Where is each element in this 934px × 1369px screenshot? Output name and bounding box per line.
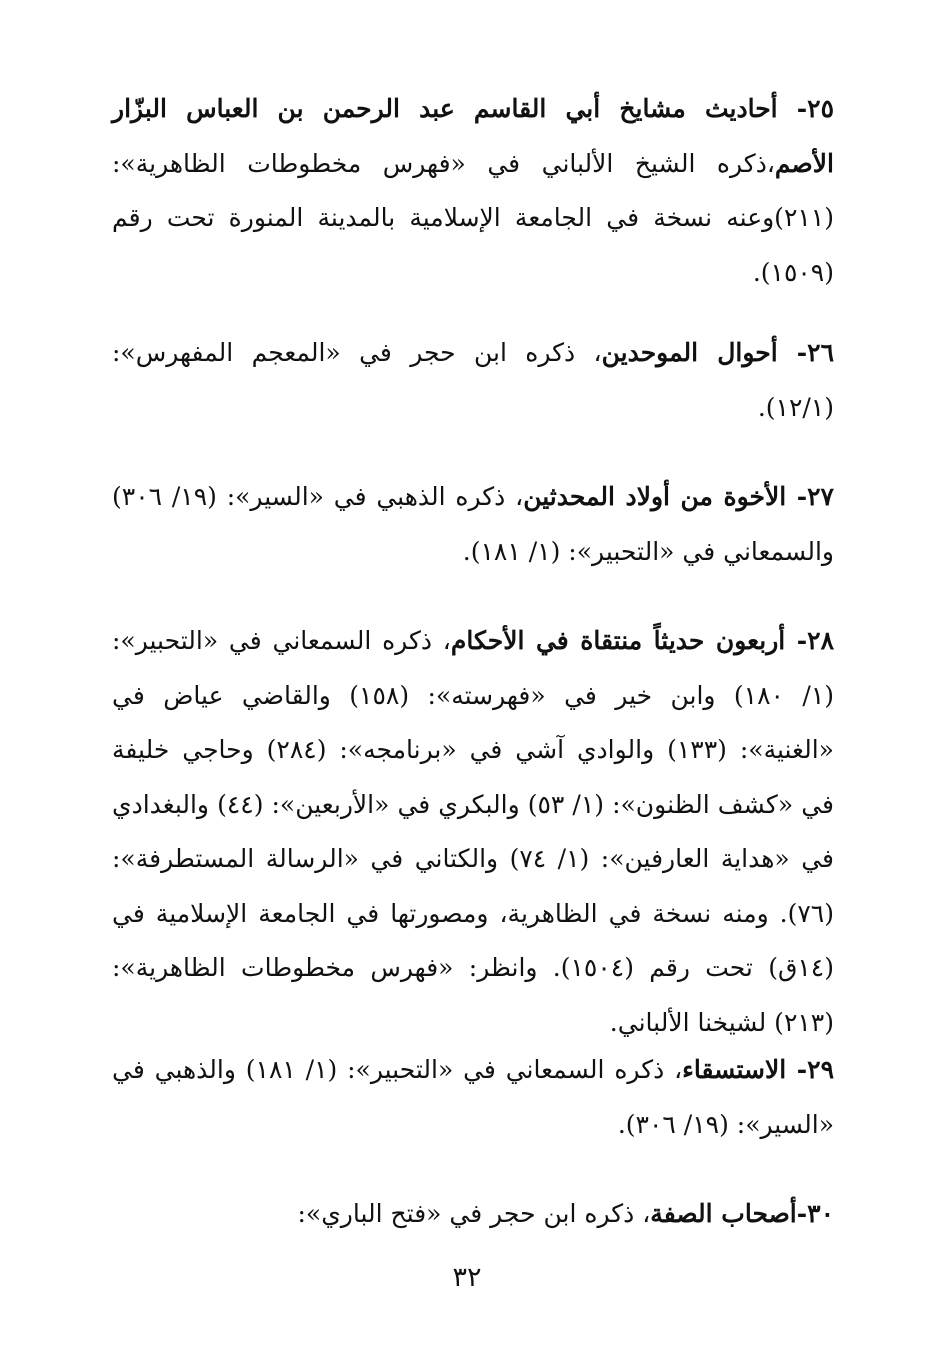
entry-body: ، ذكره الذهبي في «السير»: (١٩/ ٣٠٦) والسمعاني في «التحبير»: (١/ ١٨١). — [112, 482, 834, 566]
entry-30 — [112, 1187, 834, 1242]
page-number: ٣٢ — [452, 1262, 482, 1293]
entry-body: ، ذكره ابن حجر في «المعجم المفهرس»: (١٢/١). — [112, 338, 834, 422]
entry-27 — [112, 470, 834, 579]
entry-body: ، ذكره السمعاني في «التحبير»: (١/ ١٨١) والذهبي في «السير»: (١٩/ ٣٠٦). — [112, 1055, 834, 1139]
entry-title: ٢٩- الاستسقاء — [682, 1055, 834, 1084]
entry-28 — [112, 614, 834, 1050]
entry-25 — [112, 82, 834, 300]
entry-body: ، ذكره السمعاني في «التحبير»: (١/ ١٨٠) وابن خير في «فهرسته»: (١٥٨) والقاضي عياض في «الغنية»: (١٣٣) والوادي آشي في «برنامجه»: (٢٨٤) وحاجي خليفة في «كشف الظنون»: (١/ ٥٣) والبكري في «الأربعين»: (٤٤) والبغدادي في «هداية العارفين»: (١/ ٧٤) والكتاني في «الرسالة المستطرفة»: (٧٦). ومنه نسخة في الظاهرية، ومصورتها في الجامعة الإسلامية في (١٤ق) تحت رقم (١٥٠٤). وانظر: «فهرس مخطوطات الظاهرية»: (٢١٣) لشيخنا الألباني. — [112, 626, 835, 1037]
entry-title: ٣٠-أصحاب الصفة — [650, 1199, 834, 1228]
entry-body: ،ذكره الشيخ الألباني في «فهرس مخطوطات الظاهرية»: (٢١١)وعنه نسخة في الجامعة الإسلامية بالمدينة المنورة تحت رقم (١٥٠٩). — [112, 148, 834, 287]
entry-body: ، ذكره ابن حجر في «فتح الباري»: — [297, 1199, 651, 1228]
entry-title: ٢٦- أحوال الموحدين — [601, 338, 834, 367]
entry-title: ٢٧- الأخوة من أولاد المحدثين — [523, 482, 834, 511]
entry-29 — [112, 1043, 834, 1152]
entry-title: ٢٨- أربعون حديثاً منتقاة في الأحكام — [450, 626, 834, 655]
entry-26 — [112, 326, 834, 435]
entry-title: ٢٥- أحاديث مشايخ أبي القاسم عبد الرحمن بن العباس البزّار الأصم — [112, 94, 834, 178]
